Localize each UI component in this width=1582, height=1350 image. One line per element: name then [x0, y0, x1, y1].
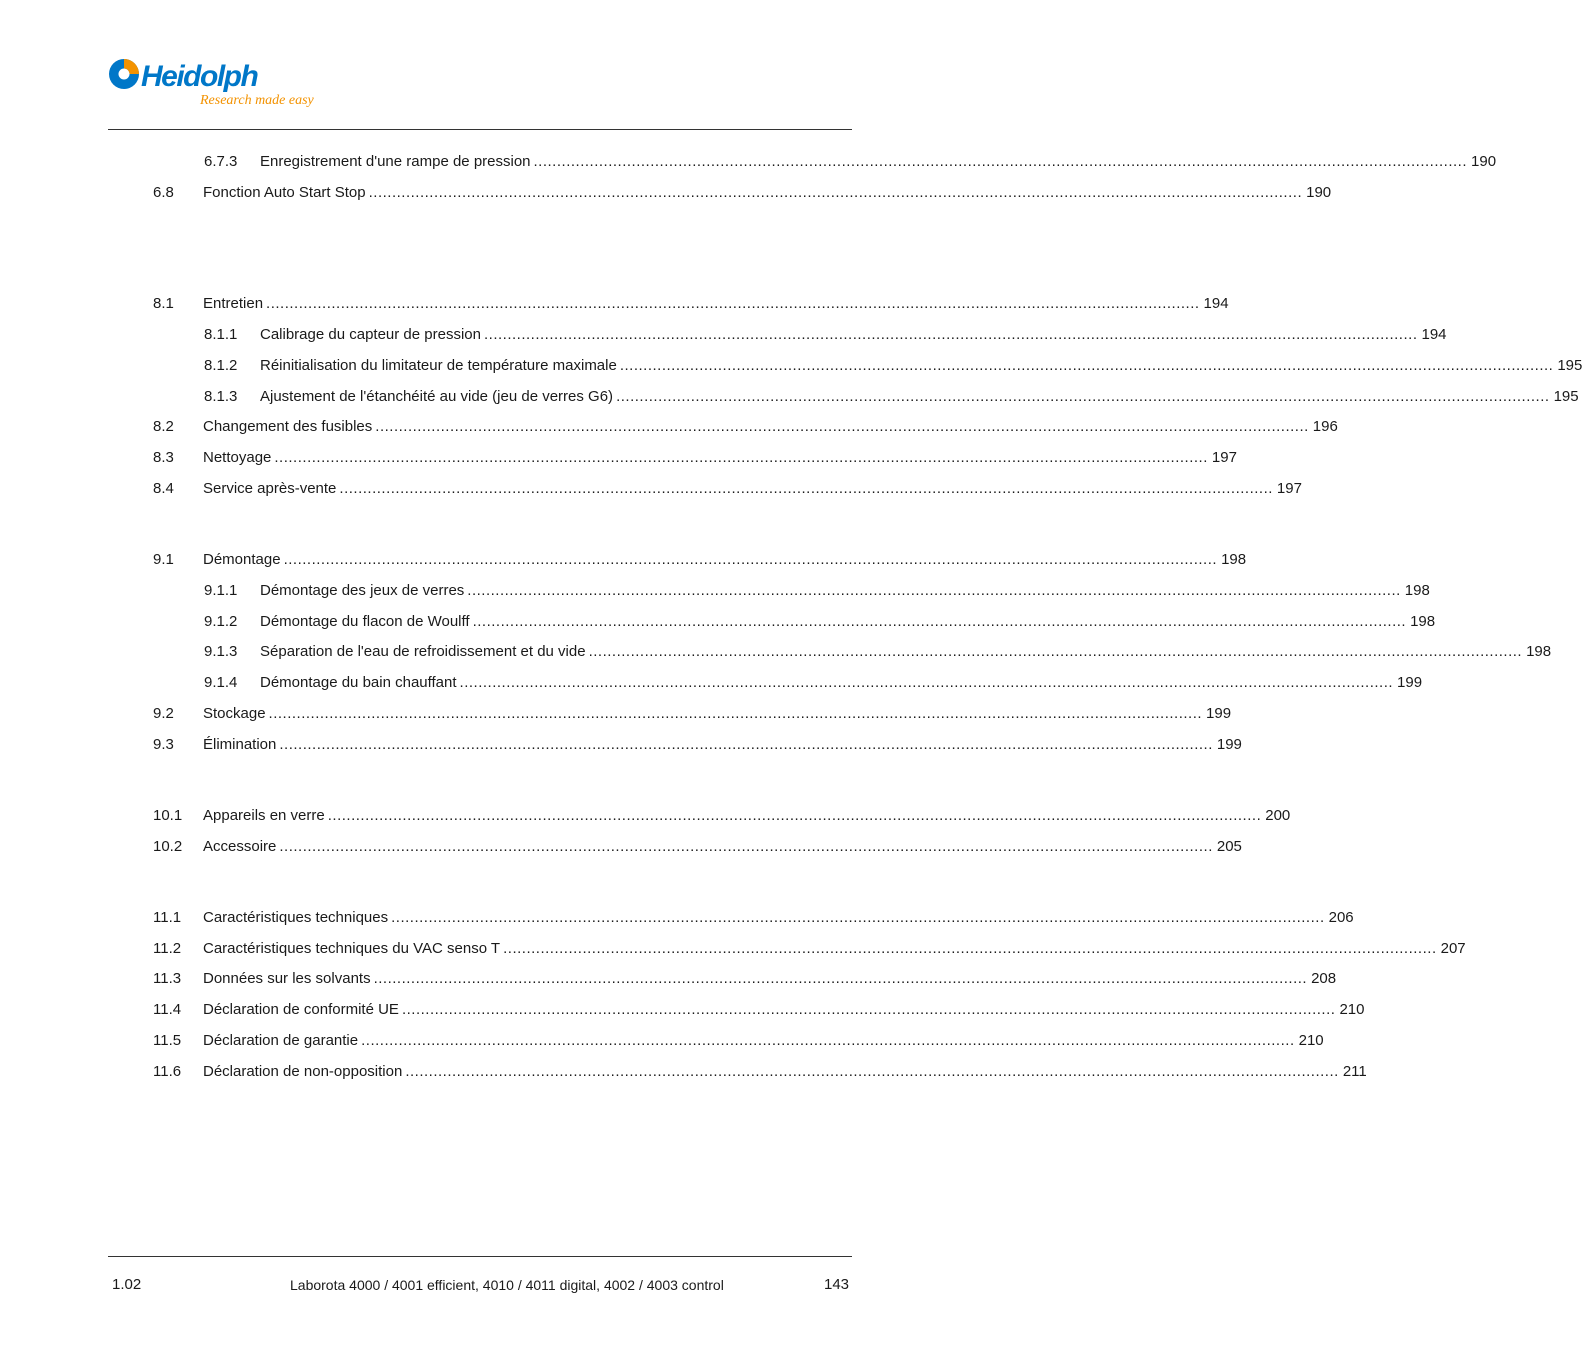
- toc-entry[interactable]: [0, 386, 1579, 408]
- toc-entry-number: 9.3: [153, 736, 174, 753]
- toc-entry-title: Changement des fusibles: [203, 418, 373, 435]
- footer-version: 1.02: [112, 1276, 142, 1293]
- toc-dot-leader: ........................................................................................................................................................................................................: [361, 1032, 1295, 1049]
- toc-entry-line: [203, 549, 1247, 571]
- toc-entry[interactable]: [0, 672, 1423, 694]
- toc-entry[interactable]: [0, 151, 1497, 173]
- toc-entry-number: 8.4: [153, 480, 174, 497]
- toc-entry-title: Caractéristiques techniques: [203, 909, 389, 926]
- toc-entry-number: 9.1: [153, 551, 174, 568]
- toc-dot-leader: ........................................................................................................................................................................................................: [405, 1063, 1339, 1080]
- toc-entry-page: 195: [1557, 357, 1582, 374]
- toc-entry[interactable]: [0, 478, 1302, 500]
- toc-entry-page: 194: [1203, 295, 1229, 312]
- toc-entry-title: Entretien: [203, 295, 264, 312]
- toc-entry-number: 6.8: [153, 184, 174, 201]
- toc-entry[interactable]: [0, 938, 1466, 960]
- toc-entry-number: 8.1.3: [204, 388, 238, 405]
- toc-entry-number: 11.2: [153, 940, 182, 957]
- toc-dot-leader: ........................................................................................................................................................................................................: [533, 153, 1468, 170]
- toc-entry-line: [203, 416, 1338, 438]
- toc-entry-line: [203, 447, 1237, 469]
- toc-entry-line: [203, 293, 1229, 315]
- toc-entry[interactable]: [0, 999, 1365, 1021]
- toc-entry[interactable]: [0, 611, 1436, 633]
- toc-entry-line: [260, 355, 1582, 377]
- toc-dot-leader: ........................................................................................................................................................................................................: [274, 449, 1208, 466]
- toc-entry-page: 210: [1339, 1001, 1365, 1018]
- toc-entry[interactable]: [0, 416, 1338, 438]
- toc-dot-leader: ........................................................................................................................................................................................................: [467, 582, 1401, 599]
- toc-entry-page: 211: [1342, 1063, 1367, 1080]
- toc-entry-number: 9.1.1: [204, 582, 238, 599]
- toc-entry-number: 9.1.2: [204, 613, 238, 630]
- toc-entry[interactable]: [0, 641, 1552, 663]
- toc-dot-leader: ........................................................................................................................................................................................................: [459, 674, 1394, 691]
- toc-entry-line: [203, 1061, 1367, 1083]
- toc-entry-page: 197: [1211, 449, 1237, 466]
- toc-entry-line: [260, 151, 1497, 173]
- toc-entry-line: [260, 672, 1423, 694]
- toc-entry-number: 10.1: [153, 807, 183, 824]
- toc-entry-line: [260, 386, 1579, 408]
- toc-entry-title: Démontage: [203, 551, 281, 568]
- toc-entry-line: [203, 836, 1242, 858]
- toc-entry-number: 9.1.3: [204, 643, 238, 660]
- toc-dot-leader: ........................................................................................................................................................................................................: [503, 940, 1437, 957]
- toc-entry-line: [260, 641, 1552, 663]
- toc-entry-line: [203, 968, 1337, 990]
- toc-entry-title: Accessoire: [203, 838, 277, 855]
- toc-dot-leader: ........................................................................................................................................................................................................: [619, 357, 1554, 374]
- toc-dot-leader: ........................................................................................................................................................................................................: [368, 184, 1303, 201]
- toc-entry[interactable]: [0, 293, 1229, 315]
- toc-entry[interactable]: [0, 968, 1337, 990]
- toc-entry-page: 199: [1397, 674, 1423, 691]
- toc-entry-title: Déclaration de conformité UE: [203, 1001, 399, 1018]
- toc-entry-number: 11.6: [153, 1063, 182, 1080]
- toc-entry-line: [203, 999, 1365, 1021]
- toc-entry[interactable]: [0, 447, 1237, 469]
- toc-entry-page: 199: [1206, 705, 1232, 722]
- toc-entry-title: Démontage du bain chauffant: [260, 674, 457, 691]
- toc-entry-line: [203, 182, 1332, 204]
- toc-entry-line: [203, 703, 1232, 725]
- toc-entry-number: 8.1.1: [204, 326, 238, 343]
- toc-entry[interactable]: [0, 324, 1447, 346]
- toc-entry-line: [203, 478, 1302, 500]
- toc-entry-page: 198: [1526, 643, 1552, 660]
- toc-entry-number: 8.1.2: [204, 357, 238, 374]
- footer-document-title: Laborota 4000 / 4001 efficient, 4010 / 4011 digital, 4002 / 4003 control: [290, 1277, 724, 1293]
- toc-entry-number: 9.1.4: [204, 674, 238, 691]
- toc-entry-title: Service après-vente: [203, 480, 337, 497]
- toc-entry-number: 8.1: [153, 295, 174, 312]
- toc-entry-title: Données sur les solvants: [203, 970, 371, 987]
- toc-dot-leader: ........................................................................................................................................................................................................: [401, 1001, 1336, 1018]
- toc-entry[interactable]: [0, 355, 1582, 377]
- toc-entry-title: Enregistrement d'une rampe de pression: [260, 153, 531, 170]
- toc-entry-page: 207: [1440, 940, 1466, 957]
- toc-entry-number: 9.2: [153, 705, 174, 722]
- toc-entry-page: 198: [1221, 551, 1247, 568]
- toc-entry-title: Ajustement de l'étanchéité au vide (jeu de verres G6): [260, 388, 614, 405]
- toc-entry-line: [203, 1030, 1324, 1052]
- toc-dot-leader: ........................................................................................................................................................................................................: [279, 736, 1213, 753]
- toc-entry[interactable]: [0, 907, 1354, 929]
- toc-entry-page: 199: [1216, 736, 1242, 753]
- toc-entry-page: 190: [1306, 184, 1332, 201]
- toc-dot-leader: ........................................................................................................................................................................................................: [483, 326, 1418, 343]
- toc-entry-page: 206: [1328, 909, 1354, 926]
- toc-entry-number: 8.2: [153, 418, 174, 435]
- toc-entry-page: 196: [1312, 418, 1338, 435]
- toc-entry-number: 10.2: [153, 838, 183, 855]
- toc-entry-title: Réinitialisation du limitateur de température maximale: [260, 357, 617, 374]
- toc-entry-title: Appareils en verre: [203, 807, 325, 824]
- toc-entry-page: 205: [1216, 838, 1242, 855]
- toc-entry-line: [203, 805, 1291, 827]
- toc-entry-page: 200: [1265, 807, 1291, 824]
- toc-entry-title: Stockage: [203, 705, 266, 722]
- toc-dot-leader: ........................................................................................................................................................................................................: [472, 613, 1407, 630]
- toc-entry-line: [203, 938, 1466, 960]
- toc-entry-number: 11.3: [153, 970, 182, 987]
- toc-entry-title: Séparation de l'eau de refroidissement et du vide: [260, 643, 586, 660]
- toc-entry-line: [260, 611, 1436, 633]
- toc-entry-page: 198: [1404, 582, 1430, 599]
- toc-entry-title: Élimination: [203, 736, 277, 753]
- toc-entry-number: 11.5: [153, 1032, 182, 1049]
- toc-entry-page: 190: [1471, 153, 1497, 170]
- toc-entry[interactable]: [0, 805, 1291, 827]
- toc-entry-number: 6.7.3: [204, 153, 238, 170]
- toc-entry-page: 195: [1553, 388, 1579, 405]
- toc-dot-leader: ........................................................................................................................................................................................................: [327, 807, 1262, 824]
- toc-entry-title: Fonction Auto Start Stop: [203, 184, 366, 201]
- toc-entry[interactable]: [0, 703, 1232, 725]
- footer-page-number: 143: [824, 1276, 850, 1293]
- toc-entry[interactable]: [0, 549, 1247, 571]
- toc-entry-line: [260, 324, 1447, 346]
- toc-entry-number: 8.3: [153, 449, 174, 466]
- toc-entry-number: 11.1: [153, 909, 182, 926]
- toc-dot-leader: ........................................................................................................................................................................................................: [268, 705, 1203, 722]
- toc-dot-leader: ........................................................................................................................................................................................................: [375, 418, 1309, 435]
- toc-entry-line: [260, 580, 1430, 602]
- toc-entry-title: Caractéristiques techniques du VAC senso T: [203, 940, 501, 957]
- toc-entry-page: 194: [1421, 326, 1447, 343]
- toc-entry[interactable]: [0, 182, 1332, 204]
- toc-dot-leader: ........................................................................................................................................................................................................: [373, 970, 1308, 987]
- toc-entry-page: 210: [1298, 1032, 1324, 1049]
- toc-entry-title: Démontage du flacon de Woulff: [260, 613, 470, 630]
- toc-entry-title: Démontage des jeux de verres: [260, 582, 465, 599]
- toc-entry-title: Déclaration de garantie: [203, 1032, 359, 1049]
- toc-entry[interactable]: [0, 836, 1242, 858]
- toc-entry-page: 197: [1276, 480, 1302, 497]
- toc-entry-page: 208: [1311, 970, 1337, 987]
- brand-name: Heidolph: [141, 60, 258, 93]
- toc-entry[interactable]: [0, 734, 1242, 756]
- toc-entry[interactable]: [0, 1061, 1367, 1083]
- toc-entry-number: 11.4: [153, 1001, 182, 1018]
- brand-tagline: Research made easy: [200, 93, 314, 108]
- toc-entry-line: [203, 907, 1354, 929]
- toc-entry-line: [203, 734, 1242, 756]
- toc-dot-leader: ........................................................................................................................................................................................................: [266, 295, 1200, 312]
- toc-entry-title: Nettoyage: [203, 449, 272, 466]
- footer-rule: [108, 1256, 852, 1257]
- toc-entry-title: Déclaration de non-opposition: [203, 1063, 403, 1080]
- toc-dot-leader: ........................................................................................................................................................................................................: [588, 643, 1523, 660]
- toc-entry[interactable]: [0, 580, 1430, 602]
- toc-dot-leader: ........................................................................................................................................................................................................: [391, 909, 1325, 926]
- toc-entry-page: 198: [1410, 613, 1436, 630]
- toc-dot-leader: ........................................................................................................................................................................................................: [279, 838, 1213, 855]
- toc-dot-leader: ........................................................................................................................................................................................................: [283, 551, 1218, 568]
- toc-dot-leader: ........................................................................................................................................................................................................: [339, 480, 1273, 497]
- toc-dot-leader: ........................................................................................................................................................................................................: [616, 388, 1550, 405]
- toc-entry-title: Calibrage du capteur de pression: [260, 326, 481, 343]
- toc-entry[interactable]: [0, 1030, 1324, 1052]
